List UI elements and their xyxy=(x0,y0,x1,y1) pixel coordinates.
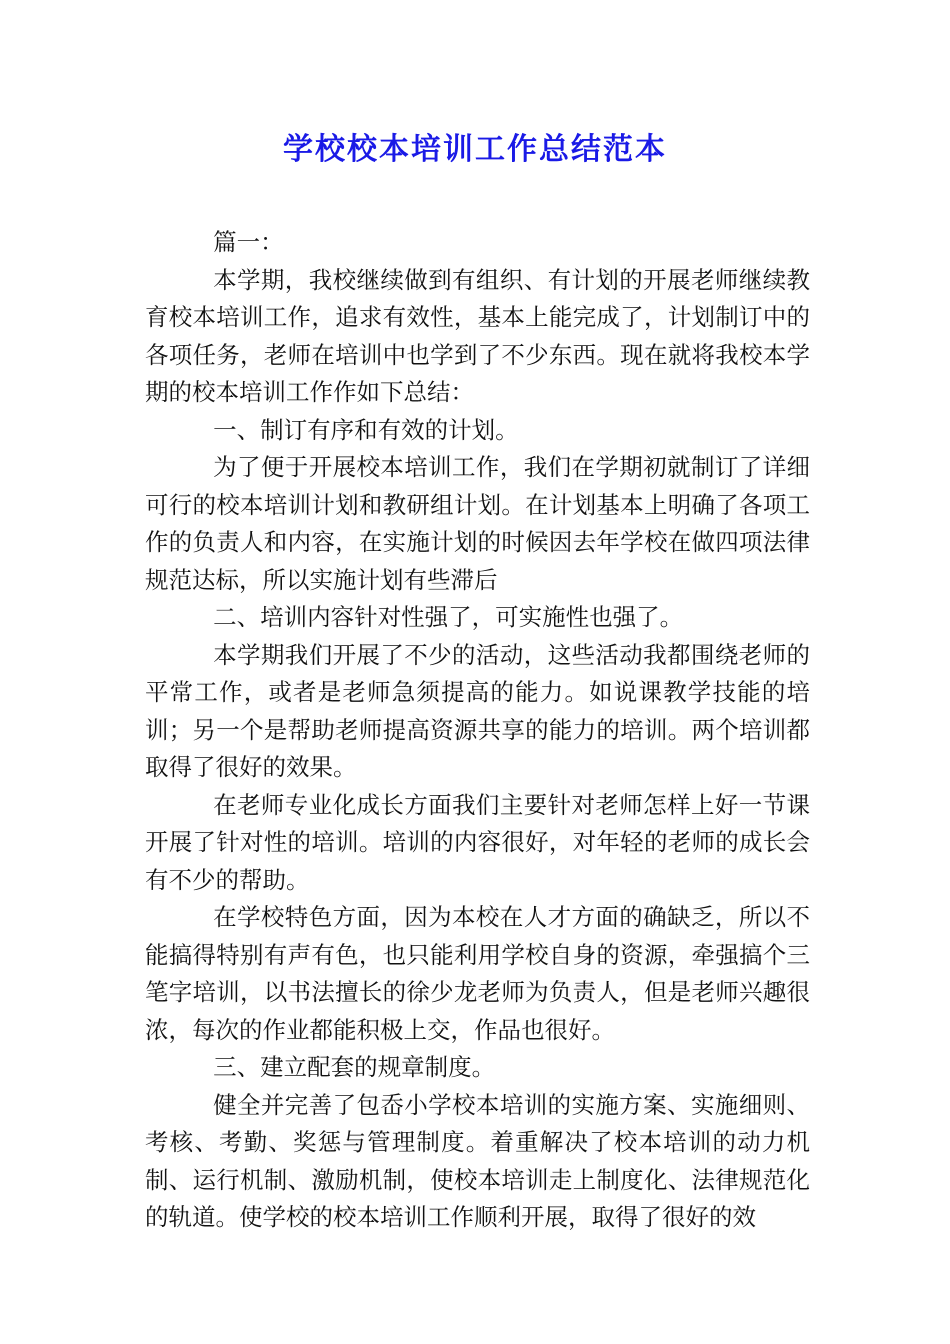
section-heading: 二、培训内容针对性强了，可实施性也强了。 xyxy=(213,603,684,631)
paragraph: 本学期我们开展了不少的活动，这些活动我都围绕老师的平常工作，或者是老师急须提高的能力。如说课教学技能的培训；另一个是帮助老师提高资源共享的能力的培训。两个培训都取得了很好的效果。 xyxy=(145,640,810,781)
paragraph: 篇一： xyxy=(213,228,284,256)
document-body xyxy=(145,224,810,1237)
paragraph: 健全并完善了包岙小学校本培训的实施方案、实施细则、考核、考勤、奖惩与管理制度。着重解决了校本培训的动力机制、运行机制、激励机制，使校本培训走上制度化、法律规范化的轨道。使学校的校本培训工作顺利开展，取得了很好的效 xyxy=(145,1090,810,1231)
paragraph: 在学校特色方面，因为本校在人才方面的确缺乏，所以不能搞得特别有声有色，也只能利用学校自身的资源，牵强搞个三笔字培训，以书法擅长的徐少龙老师为负责人，但是老师兴趣很浓，每次的作业都能积极上交，作品也很好。 xyxy=(145,903,810,1044)
paragraph: 在老师专业化成长方面我们主要针对老师怎样上好一节课开展了针对性的培训。培训的内容很好，对年轻的老师的成长会有不少的帮助。 xyxy=(145,790,810,894)
paragraph: 为了便于开展校本培训工作，我们在学期初就制订了详细可行的校本培训计划和教研组计划。在计划基本上明确了各项工作的负责人和内容，在实施计划的时候因去年学校在做四项法律规范达标，所以实施计划有些滞后 xyxy=(145,453,810,594)
paragraph: 本学期，我校继续做到有组织、有计划的开展老师继续教育校本培训工作，追求有效性，基本上能完成了，计划制订中的各项任务，老师在培训中也学到了不少东西。现在就将我校本学期的校本培训工作作如下总结： xyxy=(145,265,810,406)
document-title: 学校校本培训工作总结范本 xyxy=(283,132,667,167)
section-heading: 一、制订有序和有效的计划。 xyxy=(213,415,519,444)
section-heading: 三、建立配套的规章制度。 xyxy=(213,1053,496,1081)
